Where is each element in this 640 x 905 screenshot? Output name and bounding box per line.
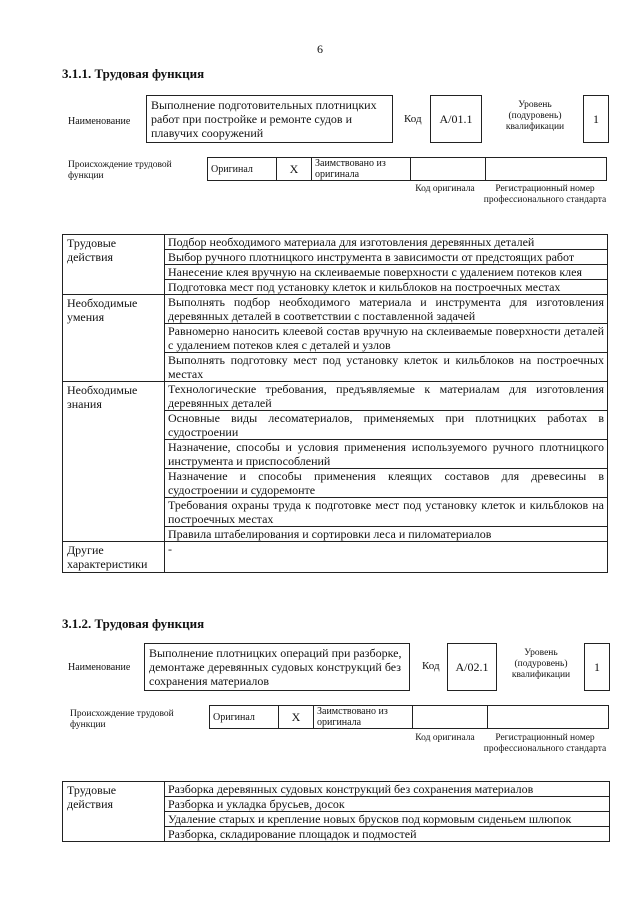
category-cell: Другие характеристики [63,542,165,573]
original-label: Оригинал [208,158,277,181]
page-number: 6 [317,42,323,56]
section-heading-2: 3.1.2. Трудовая функция [62,616,205,631]
table-row: Назначение и способы применения клеящих составов для древесины в судостроении и судоремонте [165,469,608,498]
borrowed-label: Заимствовано из оригинала [314,706,413,729]
work-function-table-1 [62,234,608,573]
original-mark: X [279,706,314,729]
qualification-level-1: 1 [583,95,609,143]
reg-number-caption-1: Регистрационный номер профессионального стандарта [483,184,607,205]
table-row: Выбор ручного плотницкого инструмента в зависимости от предстоящих работ [165,250,608,265]
function-code-2: A/02.1 [447,643,497,691]
code-label-1: Код [404,113,422,125]
table-row: Подбор необходимого материала для изготовления деревянных деталей [165,235,608,250]
code-original-caption-1: Код оригинала [415,184,475,194]
table-row: Требования охраны труда к подготовке мест под установку клеток и кильблоков на построечных местах [165,498,608,527]
origin-label-2: Происхождение трудовой функции [70,709,174,730]
table-row: Разборка деревянных судовых конструкций без сохранения материалов [165,782,610,797]
qualification-level-2: 1 [584,643,610,691]
code-original-caption-2: Код оригинала [415,733,475,743]
section-heading-1: 3.1.1. Трудовая функция [62,66,205,81]
table-row: - [165,542,608,573]
category-cell: Необходимые знания [63,382,165,542]
name-label-2: Наименование [68,662,131,673]
code-original-cell [413,706,488,729]
table-row: Технологические требования, предъявляемые к материалам для изготовления деревянных деталей [165,382,608,411]
work-function-table-2 [62,781,610,842]
table-row: Выполнять подбор необходимого материала и инструмента для изготовления деревянных деталей в соответствии с поставленной задачей [165,295,608,324]
table-row: Удаление старых и крепление новых брусков под кормовым сиденьем шлюпок [165,812,610,827]
table-row: Разборка, складирование площадок и подмостей [165,827,610,842]
reg-number-cell [486,158,607,181]
reg-number-cell [488,706,609,729]
origin-label-1: Происхождение трудовой функции [68,160,172,181]
reg-number-caption-2: Регистрационный номер профессионального стандарта [483,733,607,754]
original-label: Оригинал [210,706,279,729]
function-name-2: Выполнение плотницких операций при разборке, демонтаже деревянных судовых конструкций без сохранения материалов [144,643,410,691]
code-original-cell [411,158,486,181]
table-row: Основные виды лесоматериалов, применяемых при плотницких работах в судостроении [165,411,608,440]
category-cell: Трудовые действия [63,782,165,842]
function-code-1: A/01.1 [430,95,482,143]
table-row: Разборка и укладка брусьев, досок [165,797,610,812]
table-row: Нанесение клея вручную на склеиваемые поверхности с удалением потеков клея [165,265,608,280]
table-row: Равномерно наносить клеевой состав вручную на склеиваемые поверхности деталей с удалением потеков клея с деталей и узлов [165,324,608,353]
level-label-1: Уровень (подуровень) квалификации [505,100,565,132]
origin-table-1 [207,157,607,181]
table-row: Выполнять подготовку мест под установку клеток и кильблоков на построечных местах [165,353,608,382]
original-mark: X [277,158,312,181]
table-row: Подготовка мест под установку клеток и кильблоков на построечных местах [165,280,608,295]
category-cell: Необходимые умения [63,295,165,382]
table-row: Правила штабелирования и сортировки леса и пиломатериалов [165,527,608,542]
table-row: Назначение, способы и условия применения используемого ручного плотницкого инструмента и приспособлений [165,440,608,469]
level-label-2: Уровень (подуровень) квалификации [511,648,571,680]
name-label-1: Наименование [68,116,131,127]
borrowed-label: Заимствовано из оригинала [312,158,411,181]
category-cell: Трудовые действия [63,235,165,295]
origin-table-2 [209,705,609,729]
code-label-2: Код [422,660,440,672]
function-name-1: Выполнение подготовительных плотницких работ при постройке и ремонте судов и плавучих сооружений [146,95,393,143]
